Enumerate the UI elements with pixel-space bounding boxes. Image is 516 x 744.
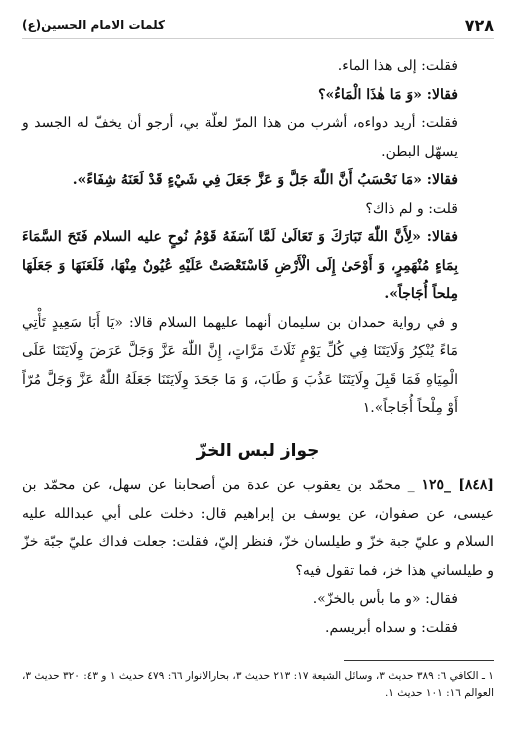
running-header: [22, 12, 494, 39]
book-title: كلمات الامام الحسين(ع): [22, 18, 165, 32]
paragraph-7: و في رواية حمدان بن سليمان أنهما عليهما السلام قالا: «يَا أَبَا سَعِيدٍ تَأْتِي مَاءً يُنْكِرُ وَلَايَتَنَا فِي كُلِّ يَوْمٍ ثَلَاثَ مَرَّاتٍ، إِنَّ اللّٰهَ عَزَّ وَجَلَّ عَرَضَ وِلَايَتَنَا عَلَى الْمِيَاهِ فَمَا قَبِلَ وِلَايَتَنَا عَذُبَ وَ طَابَ، وَ مَا جَحَدَ وِلَايَتَنَا جَعَلَهُ اللّٰهُ عَزَّ وَجَلَّ مُرّاً أَوْ مِلْحاً أُجَاجاً».١: [22, 314, 458, 416]
paragraph-6: فقالا: «لِأَنَّ اللّٰهَ تَبَارَكَ وَ تَعَالَىٰ لَمَّا آسَفَهُ قَوْمُ نُوحٍ عليه السلام فَتَحَ السَّمَاءَ بِمَاءٍ مُنْهَمِرٍ، وَ أَوْحَىٰ إِلَى الْأَرْضِ فَاسْتَعْصَتْ عَلَيْهِ عُيُونٌ مِنْهَا، فَلَعَنَهَا وَ جَعَلَهَا مِلحاً أُجَاجاً».: [22, 229, 458, 302]
hadith-reply-1: فقال: «و ما بأس بالخزّ».: [312, 591, 458, 607]
hadith-text: _ محمّد بن يعقوب عن عدة من أصحابنا عن سهل، عن محمّد بن عيسى، عن صفوان، عن يوسف بن إبراهيم قال: دخلت على أبي عبدالله عليه السلام و عليّ جبة خزّ و طيلسان خزّ، فنظر إليّ، فقلت: جعلت فداك عليّ جبّة خزّ و طيلساني هذا خز، فما تقول فيه؟: [22, 477, 494, 579]
page-number: ٧٢٨: [464, 15, 494, 35]
paragraph-2: فقالا: «وَ مَا هٰذَا الْمَاءُ»؟: [318, 86, 458, 103]
hadith-reply-2: فقلت: و سداه أبريسم.: [325, 619, 458, 636]
paragraph-3: فقلت: أريد دواءه، أشرب من هذا المرّ لعلّة بي، أرجو أن يخفّ له الجسد و يسهّل البطن.: [22, 115, 458, 160]
footnote: ١ ـ الكافي ٦: ٣٨٩ حديث ٣، وسائل الشيعة ١٧: ٢١٣ حديث ٣، بحارالانوار ٦٦: ٤٧٩ حديث ١ و ٤٣: ٣٢٠ حديث ٣، العوالم ١٦: ١٠١ حديث ١.: [22, 670, 494, 699]
paragraph-1: فقلت: إلى هذا الماء.: [337, 58, 458, 74]
paragraph-4: فقالا: «مَا نَحْسَبُ أَنَّ اللّٰهَ جَلَّ وَ عَزَّ جَعَلَ فِي شَيْءٍ قَدْ لَعَنَهُ شِفَاءً».: [72, 172, 458, 188]
chapter-title: جواز لبس الخزّ: [196, 440, 320, 461]
hadith-paragraph: [22, 471, 494, 585]
hadith-number: [٨٤٨] _١٢٥: [421, 477, 495, 493]
footnote-divider: [344, 660, 494, 661]
paragraph-5: قلت: و لم ذاك؟: [365, 200, 458, 217]
page-body: [22, 52, 494, 642]
